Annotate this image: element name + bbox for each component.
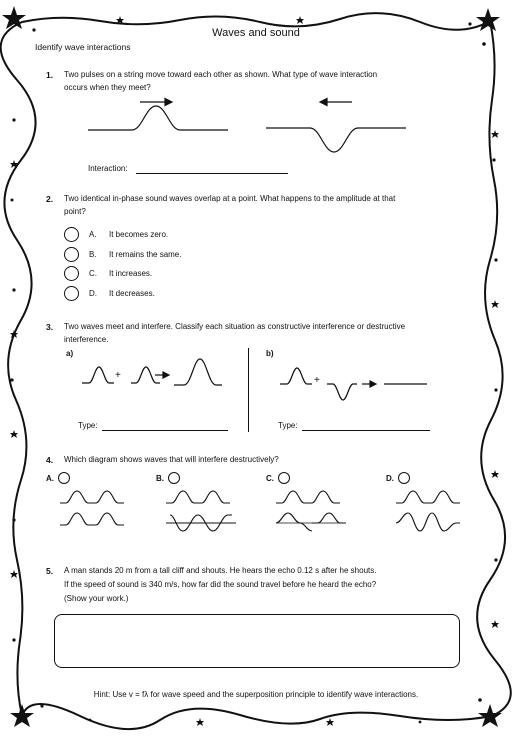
q3a-answer-line[interactable] xyxy=(102,430,228,431)
q3-part-a-label: a) xyxy=(66,349,74,358)
q3-part-b-figure xyxy=(0,360,512,410)
radio-circle-icon[interactable] xyxy=(278,472,290,484)
question-5-text-line1: A man stands 20 m from a tall cliff and shouts. He hears the echo 0.12 s after he shouts. xyxy=(64,566,377,575)
question-2-number: 2. xyxy=(46,194,54,204)
question-5-number: 5. xyxy=(46,566,54,576)
hint-text: Hint: Use v = fλ for wave speed and the superposition principle to identify wave interactions. xyxy=(93,690,419,699)
radio-circle-icon[interactable] xyxy=(58,472,70,484)
page-subtitle: Identify wave interactions xyxy=(35,42,131,52)
q1-answer-label: Interaction: xyxy=(88,164,128,173)
question-1-text-line1: Two pulses on a string move toward each other as shown. What type of wave interaction xyxy=(64,70,378,79)
question-5-text-line2: If the speed of sound is 340 m/s, how far did the sound travel before he heard the echo? xyxy=(64,580,377,589)
q3-part-b-label: b) xyxy=(266,349,274,358)
q4-option-a[interactable]: A. xyxy=(46,472,70,484)
q3b-plus-sign: + xyxy=(314,375,320,386)
q3a-type-label: Type: xyxy=(78,421,98,430)
radio-circle-icon[interactable] xyxy=(398,472,410,484)
radio-circle-icon[interactable] xyxy=(64,266,79,281)
question-3-number: 3. xyxy=(46,322,54,332)
q3b-type-label: Type: xyxy=(278,421,298,430)
question-5-text-line3: (Show your work.) xyxy=(64,594,129,603)
q4-option-d[interactable]: D. xyxy=(386,472,410,484)
downward-pulse xyxy=(266,128,406,152)
question-2-text-line2: point? xyxy=(64,207,86,216)
q2-option-b[interactable]: B. It remains the same. xyxy=(64,246,181,262)
q4-wave-diagrams xyxy=(0,485,512,535)
question-3-text-line2: interference. xyxy=(64,335,109,344)
upward-pulse xyxy=(88,106,228,130)
radio-circle-icon[interactable] xyxy=(168,472,180,484)
question-2-text-line1: Two identical in-phase sound waves overlap at a point. What happens to the amplitude at that xyxy=(64,194,396,203)
q5-answer-box[interactable] xyxy=(54,614,460,668)
question-3-text-line1: Two waves meet and interfere. Classify each situation as constructive interference or destructive xyxy=(64,322,406,331)
q2-option-c[interactable]: C. It increases. xyxy=(64,265,152,281)
q1-answer-line[interactable] xyxy=(136,173,288,174)
q3b-answer-line[interactable] xyxy=(302,430,430,431)
corner-star-icon xyxy=(10,704,34,727)
q2-option-d[interactable]: D. It decreases. xyxy=(64,285,155,301)
radio-circle-icon[interactable] xyxy=(64,286,79,301)
q4-option-c[interactable]: C. xyxy=(266,472,290,484)
q2-option-a[interactable]: A. It becomes zero. xyxy=(64,226,168,242)
radio-circle-icon[interactable] xyxy=(64,227,79,242)
question-1-text-line2: occurs when they meet? xyxy=(64,83,151,92)
radio-circle-icon[interactable] xyxy=(64,247,79,262)
q3a-plus-sign: + xyxy=(115,370,121,381)
q1-pulses-figure xyxy=(0,92,512,162)
q4-option-b[interactable]: B. xyxy=(156,472,180,484)
page-title: Waves and sound xyxy=(212,27,300,39)
corner-star-icon xyxy=(478,704,502,727)
question-1-number: 1. xyxy=(46,70,54,80)
question-4-number: 4. xyxy=(46,455,54,465)
question-4-text: Which diagram shows waves that will interfere destructively? xyxy=(64,455,279,464)
